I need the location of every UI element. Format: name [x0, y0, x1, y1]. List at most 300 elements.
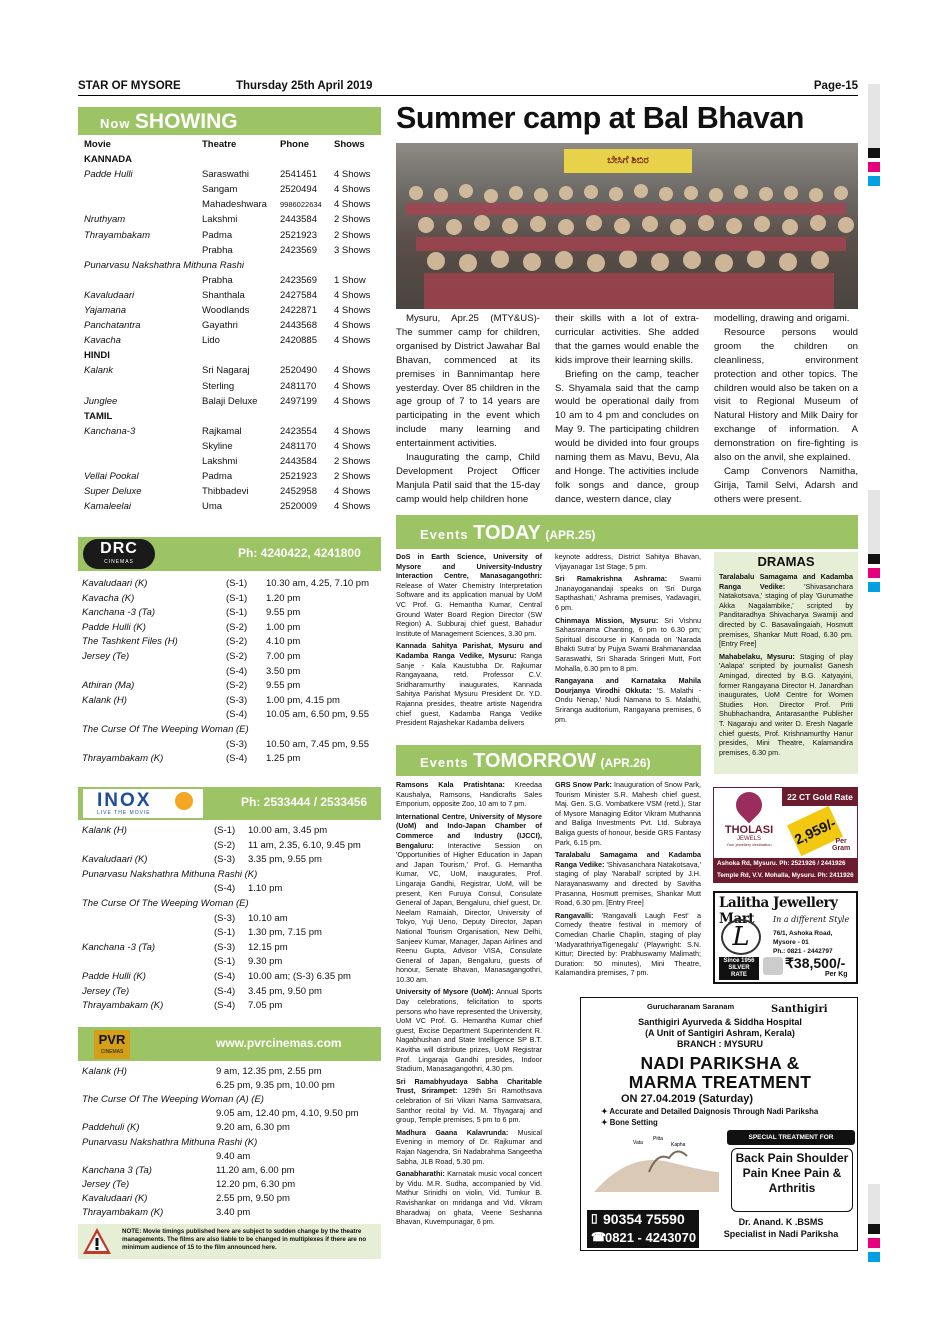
silver-label: SILVER: [728, 965, 750, 971]
event-item: [555, 552, 701, 571]
pvr-note: [78, 1224, 381, 1259]
cell-movie: Nruthyam: [84, 214, 126, 226]
cell-screen: (S-4): [226, 709, 248, 721]
cell-time: 9.30 pm: [248, 956, 283, 968]
event-item: [396, 1169, 542, 1227]
gold-price-tag: 2,959/-: [787, 806, 843, 856]
event-item: [396, 780, 542, 809]
event-details: keynote address, District Sahitya Bhavan, Vijayanagar 1st Stage, 5 pm.: [555, 552, 701, 571]
diagram-label-vata: Vata: [633, 1140, 643, 1146]
silver-price: ₹38,500/-: [785, 955, 846, 971]
cell-time: 2.55 pm, 9.50 pm: [216, 1192, 290, 1204]
silver-icon: [763, 957, 783, 975]
lalitha-address-2: Ph.: 0821 - 2442797: [773, 948, 833, 955]
event-organizer: Taralabalu Samagama and Kadamba Ranga Vedike:: [719, 572, 853, 591]
santhigiri-title-2: MARMA TREATMENT: [628, 1072, 812, 1092]
event-item: [555, 911, 701, 978]
cell-movie: Padde Hulli (K): [82, 971, 146, 982]
event-item: [555, 676, 701, 724]
event-organizer: Chinmaya Mission, Mysuru:: [555, 615, 659, 625]
santhigiri-bullet-1: Accurate and Detailed Daignosis Through Nadi Pariksha: [609, 1107, 819, 1116]
cell-shows: 4 Shows: [334, 440, 371, 452]
santhigiri-brand: Santhigiri: [771, 1004, 828, 1015]
cell-time: 9.55 pm: [266, 607, 301, 619]
cell-screen: (S-2): [226, 651, 248, 662]
tomorrow-date: (APR.26): [600, 756, 651, 770]
cell-shows: 4 Shows: [334, 169, 371, 181]
inox-phone: Ph: 2533444 / 2533456: [241, 795, 368, 809]
cell-time: 1.30 pm, 7.15 pm: [248, 927, 322, 939]
cell-shows: 2 Shows: [334, 471, 371, 483]
cell-phone: 2521923: [280, 229, 317, 241]
cell-time: 10.10 am: [248, 912, 288, 924]
cell-time: 10.30 am, 4.25, 7.10 pm: [266, 578, 369, 589]
cell-time: 9 am, 12.35 pm, 2.55 pm: [216, 1066, 322, 1077]
diagram-label-kapha: Kapha: [671, 1142, 686, 1148]
tholasi-sub: JEWELS: [736, 836, 761, 842]
cell-phone: 2423569: [280, 244, 317, 256]
santhigiri-branch: BRANCH : MYSURU: [677, 1039, 763, 1049]
event-organizer: Kannada Sahitya Parishat, Mysuru and Kadamba Ranga Vedike, Mysuru:: [396, 641, 542, 660]
article-photo: [396, 143, 858, 309]
cell-time: 10.05 am, 6.50 pm, 9.55: [266, 709, 369, 721]
events-tomorrow-header: [396, 745, 701, 776]
inox-header: [78, 787, 381, 820]
cell-screen: (S-3): [214, 941, 236, 953]
special-treatment-label: SPECIAL TREATMENT FOR: [727, 1130, 855, 1145]
event-details: Inauguration of Snow Park, Tourism Minister S.R. Mahesh chief guest, Maj. Gen. S.G. Vombatkere VSM (retd.), Star of Mysore Managing Editor Vikram Muthanna and Baliga Investments Pvt. Ltd. Subraya Baliga guests of honour, beside GRS Fantasy Park, 6.15 pm.: [555, 780, 702, 847]
cell-theatre: Rajkamal: [202, 425, 242, 437]
cell-time: 7.00 pm: [266, 651, 301, 662]
event-item: [396, 987, 542, 1073]
tholasi-jewels-ad[interactable]: [713, 787, 858, 883]
cell-movie: Kavaludaari (K): [82, 578, 148, 589]
cell-theatre: Balaji Deluxe: [202, 395, 258, 407]
cell-phone: 2520009: [280, 501, 317, 513]
cell-movie: Panchatantra: [84, 320, 141, 332]
doctor-name: Dr. Anand. K .BSMS: [738, 1217, 824, 1227]
article-paragraph: Briefing on the camp, teacher S. Shyamala said that the camp would be operational daily from 10 am to 4 pm and concludes on May 9. The participating children would be divided into four groups naming them as Mavu, Bevu, Ala and Honge. The activities include folk songs and dance, group dance, western dance, clay: [555, 368, 699, 505]
cell-time: 3.45 pm, 9.50 pm: [248, 985, 322, 997]
column-header: Phone: [280, 139, 310, 150]
cell-shows: 4 Shows: [334, 486, 371, 498]
event-details: Release of Water Chemistry Interpretation Software and its application manual by UoM VC Prof. G. Hemantha Kumar, Central Ground Water Board Region Director (SW Region) A. Subburaj chief guest, Bahadur Institute of Management Sciences, 3.30 pm.: [396, 580, 542, 638]
cell-phone: 2443568: [280, 320, 317, 332]
language-label: KANNADA: [84, 154, 133, 165]
event-item: [555, 850, 701, 908]
cell-theatre: Lakshmi: [202, 214, 238, 226]
cell-movie: Kanchana-3: [84, 425, 136, 437]
cell-phone: 9986022634: [280, 200, 322, 210]
cell-theatre: Prabha: [202, 244, 233, 256]
doctor-specialty: Specialist in Nadi Pariksha: [723, 1229, 839, 1239]
tholasi-address-2: Temple Rd, V.V. Mohalla, Mysuru. Ph: 2411926: [717, 872, 854, 879]
cell-time: 12.15 pm: [248, 941, 288, 953]
cell-movie: Kamaleelai: [84, 501, 131, 513]
children-group-illustration: [396, 163, 858, 309]
cell-movie: Jersey (Te): [82, 651, 130, 662]
cell-phone: 2427584: [280, 289, 317, 301]
pvr-website[interactable]: www.pvrcinemas.com: [216, 1036, 342, 1050]
article-paragraph: Mysuru, Apr.25 (MTY&US)- The summer camp for children, organised by District Jawahar Bal Bhavan, commenced at its premises in Bannimantap here yesterday. Over 85 children in the age group of 7 to 14 years are participating in the event which include many learning and entertainment activities.: [396, 313, 540, 450]
cell-screen: (S-4): [226, 665, 248, 677]
santhigiri-hospital: [581, 1017, 859, 1050]
cell-time: 4.10 pm: [266, 636, 301, 648]
now-showing-header: [78, 107, 381, 135]
cell-shows: 2 Shows: [334, 456, 371, 467]
tomorrow-label: TOMORROW: [473, 750, 597, 772]
cell-phone: 2423554: [280, 425, 317, 437]
cell-theatre: Mahadeshwara: [202, 199, 267, 211]
event-organizer: Ramsons Kala Pratishtana:: [396, 780, 505, 789]
cell-screen: (S-3): [226, 694, 248, 706]
santhigiri-title-1: NADI PARIKSHA &: [640, 1053, 800, 1073]
tholasi-tagline: Your jewellery destination: [726, 842, 772, 847]
cell-time: 7.05 pm: [248, 1000, 283, 1012]
event-organizer: Rangavalli:: [555, 910, 594, 920]
cell-movie: Kavacha: [84, 335, 121, 347]
cell-time: 1.20 pm: [266, 592, 301, 604]
showing-label: SHOWING: [134, 110, 238, 133]
santhigiri-bullets: ✦ Accurate and Detailed Daignosis Through Nadi Pariksha ✦ Bone Setting: [601, 1107, 819, 1127]
cell-theatre: Sterling: [202, 380, 235, 392]
cell-time: 12.20 pm, 6.30 pm: [216, 1178, 296, 1190]
cell-theatre: Woodlands: [202, 305, 250, 316]
drc-logo-text: DRC: [100, 540, 138, 557]
cell-screen: (S-4): [214, 985, 236, 997]
cell-theatre: Prabha: [202, 274, 233, 286]
pvr-table: [78, 1064, 381, 1224]
cell-theatre: Sri Nagaraj: [202, 365, 250, 377]
diagram-label-pitta: Pitta: [653, 1136, 664, 1142]
cell-theatre: Saraswathi: [202, 169, 249, 181]
cell-screen: (S-1): [214, 956, 236, 968]
cell-movie: Athiran (Ma): [82, 680, 135, 692]
cell-phone: 2541451: [280, 169, 317, 181]
event-item: [396, 812, 542, 985]
lalitha-since-text: Since 1956: [723, 958, 755, 964]
drc-phone: Ph: 4240422, 4241800: [238, 546, 361, 560]
events-today-col-2: [555, 552, 701, 727]
cell-shows: 2 Shows: [334, 214, 371, 226]
santhigiri-bullet-2: Bone Setting: [609, 1118, 658, 1127]
cell-phone: 2420885: [280, 335, 317, 347]
event-details: 'Shivasanchara Natakotsava,' staging of play 'Gurumathe Akka Nagalambike,' scripted by Panditaradhya Shivacharya Swamiji and directed by C. Basavalingaiah, Hosmutt premises, Shankar Mutt Road, 6.30 pm. [Entry Free]: [719, 581, 853, 649]
santhigiri-line-2: (A Unit of Santigiri Ashram, Kerala): [645, 1028, 795, 1038]
cell-movie: The Curse Of The Weeping Woman (E): [82, 724, 249, 735]
event-item: [719, 572, 853, 649]
event-organizer: DoS in Earth Science, University of Mysore and University-Industry Interaction Centre, Manasagangothri:: [396, 552, 542, 581]
event-details: Staging of play 'Aalapa' scripted by journalist Ganesh Amingad, directed by B.G. Katyayini, former Rangayana Director H. Janardhan inaugurates, UoM Centre for Women Studies Hon. Director Prof. Priti Shubhachandra, Antarasanthe Publisher T. Nagaraju and writer D. Eresh Nagarle chief guests, Prof. Krishnamurthy Hanur presides, Mini Theatre, Kalamandira premises, 6.30 pm.: [719, 651, 853, 757]
cell-screen: (S-4): [226, 753, 248, 765]
event-organizer: University of Mysore (UoM):: [396, 987, 494, 997]
gold-unit: [832, 838, 850, 852]
events-tomorrow-col-1: [396, 780, 542, 1230]
cell-time: 3.50 pm: [266, 665, 301, 677]
cell-phone: 2443584: [280, 214, 317, 226]
article-col-2: [555, 312, 699, 507]
santhigiri-phone-2: 0821 - 4243070: [605, 1230, 697, 1245]
cell-phone: 2443584: [280, 456, 317, 467]
cell-theatre: Padma: [202, 229, 233, 241]
article-col-1: [396, 312, 540, 507]
santhigiri-ad[interactable]: [580, 997, 858, 1251]
cell-theatre: Thibbadevi: [202, 486, 249, 498]
tholasi-name: THOLASI: [724, 824, 774, 836]
cell-screen: (S-3): [214, 854, 236, 866]
event-item: [555, 616, 701, 674]
santhigiri-top: Gurucharanam Saranam: [647, 1002, 735, 1011]
event-details: Karnatak music vocal concert by Vidu. M.R. Sudha, accompanied by Vid. Mathur Srinidhi on violin, Vid. Tumkur B. Ravishankar on mridanga and Vid. Vikram Bharadwaj on ghata, Veene Seshanna Bhavan, Kuvempunagar, 6 pm.: [396, 1169, 542, 1227]
event-organizer: Sri Ramakrishna Ashrama:: [555, 574, 668, 584]
gold-unit-gram: Gram: [832, 845, 851, 852]
now-showing-table: [78, 137, 381, 517]
pvr-header: [78, 1027, 381, 1061]
cell-time: 10.00 am, 3.45 pm: [248, 825, 328, 836]
column-header: Shows: [334, 139, 365, 150]
drc-section: [78, 537, 381, 769]
cell-shows: 4 Shows: [334, 184, 371, 196]
lalitha-address-1: 76/1, Ashoka Road, Mysore - 01: [773, 930, 833, 946]
cell-screen: (S-3): [226, 738, 248, 750]
event-organizer: GRS Snow Park:: [555, 780, 612, 789]
cell-movie: Thrayambakam (K): [82, 1000, 164, 1012]
tholasi-address: [714, 858, 857, 882]
cell-shows: 4 Shows: [334, 425, 371, 437]
cell-movie: Yajamana: [84, 305, 127, 316]
cell-movie: Punarvasu Nakshathra Mithuna Rashi (K): [82, 1136, 258, 1148]
cell-shows: 4 Shows: [334, 501, 371, 513]
cell-shows: 4 Shows: [334, 335, 371, 347]
paper-name: STAR OF MYSORE: [78, 80, 181, 92]
cell-shows: 2 Shows: [334, 229, 371, 241]
cell-movie: Jersey (Te): [82, 1178, 130, 1190]
cell-theatre: Sangam: [202, 184, 238, 196]
cell-phone: 2520490: [280, 365, 317, 377]
camp-banner: ಬೇಸಿಗೆ ಶಿಬಿರ: [564, 149, 692, 173]
cell-phone: 2422871: [280, 305, 317, 316]
santhigiri-phone-1: 90354 75590: [603, 1211, 685, 1227]
cell-shows: 4 Shows: [334, 199, 371, 211]
inox-section: [78, 787, 381, 1013]
santhigiri-phones[interactable]: [587, 1210, 699, 1248]
cell-screen: (S-2): [226, 621, 248, 633]
cell-screen: (S-2): [226, 636, 248, 648]
cell-movie: Kanchana -3 (Ta): [82, 607, 156, 619]
cell-time: 1.25 pm: [266, 753, 301, 765]
cell-movie: Kalank (H): [82, 694, 127, 706]
cell-movie: The Curse Of The Weeping Woman (A) (E): [82, 1094, 264, 1106]
cell-shows: 4 Shows: [334, 380, 371, 392]
cell-movie: Kanchana -3 (Ta): [82, 941, 156, 953]
cell-time: 1.00 pm: [266, 621, 301, 633]
cell-screen: (S-1): [214, 825, 236, 836]
lalitha-address: [773, 929, 856, 956]
lalitha-jewellery-ad[interactable]: [713, 891, 858, 984]
cell-screen: (S-4): [214, 883, 236, 895]
santhigiri-date: ON 27.04.2019 (Saturday): [621, 1093, 754, 1105]
drc-table: [78, 576, 381, 771]
inox-logo-text: INOX: [97, 790, 152, 811]
drc-header: [78, 537, 381, 571]
now-label: Now: [100, 116, 131, 131]
event-item: [555, 574, 701, 612]
pain-list: Back Pain Shoulder Pain Knee Pain & Arthritis: [731, 1148, 853, 1212]
cell-movie: Kalank (H): [82, 1066, 127, 1077]
cell-movie: Padde Hulli (K): [82, 621, 146, 633]
language-label: HINDI: [84, 350, 110, 362]
events-label: Events: [420, 755, 469, 770]
santhigiri-title: [581, 1054, 859, 1092]
cell-screen: (S-1): [226, 607, 248, 619]
inox-table: [78, 823, 381, 1018]
event-details: 'S. Malathi - Ondu Nenap,' Nudi Namana to S. Malathi, Sriranga auditorium, Rangayana premises, 6 pm.: [555, 685, 701, 724]
event-details: Musical Evening in memory of Dr. Rajkumar and Rajan Nagendra, Sri Nadabrahma Sangeetha Sabha, JLB Road, 5.30 pm.: [396, 1127, 542, 1166]
event-item: [396, 1128, 542, 1166]
cell-movie: Padde Hulli: [84, 169, 133, 181]
cell-phone: 2481170: [280, 440, 317, 452]
cell-movie: Punarvasu Nakshathra Mithuna Rashi: [84, 259, 245, 271]
event-organizer: Rangayana and Karnataka Mahila Dourjanya Virodhi Okkuta:: [555, 676, 701, 695]
event-details: Swami Jnanayoganandaji speaks on 'Sri Durga Sapthashati,' Ashrama premises, Yadavagiri, 6 pm.: [555, 574, 701, 612]
cell-time: 10.00 am; (S-3) 6.35 pm: [248, 971, 351, 982]
cell-screen: (S-2): [226, 680, 248, 692]
cell-screen: (S-1): [226, 578, 248, 589]
phone-icon: ☎: [591, 1230, 606, 1244]
cell-theatre: Shanthala: [202, 289, 245, 301]
cell-time: 11 am, 2.35, 6.10, 9.45 pm: [248, 839, 361, 851]
santhigiri-doctor: [707, 1216, 855, 1240]
dramas-box: [714, 552, 858, 774]
lalitha-tag: In a different Style: [773, 915, 850, 924]
event-details: Interactive Session on 'Opportunities of Higher Education in Japan and Japan Tourism,' Prof. G. Hemantha Kumar, VC, UoM, inaugurates, Prof. Lingaraja Gandhi, Registrar, UoM, will be present, Ken Furuya Consul, Consulate General of Japan, Bengaluru, chief guest, Dr. Neelam Ramaiah, Director, University of Tokyo, Yuji Ueno, Deputy Director, Japan National Tourism Organisation, New Delhi, Sanjeev Kumar, Manager, Japan Airlines and Reenu Gupta, Advisor VISA, Consulate General of Japan, Bengaluru, guests of honour, Senate Bhavan, Manasagangothri, 10.30 am.: [396, 840, 542, 984]
cell-time: 1.00 pm, 4.15 pm: [266, 694, 340, 706]
cell-movie: Kavaludaari: [84, 289, 135, 301]
drc-logo: [83, 539, 155, 569]
cell-shows: 4 Shows: [334, 289, 371, 301]
event-details: Sri Vishnu Sahasranama Chanting, 6 pm to 6.30 pm; Spiritual discourse in Kannada on 'Narada Bhakti Sutra' by Pujya Swami Brahmanandaa Saraswathi, Sri Sharada Sringeri Mutt, Fort Mohalla, 6.30 pm to 8 pm.: [555, 615, 701, 673]
cell-movie: Kavaludaari (K): [82, 854, 148, 866]
inox-logo: [83, 789, 203, 818]
event-organizer: Mahabelaku, Mysuru:: [719, 651, 795, 661]
event-item: [396, 552, 542, 638]
cell-shows: 4 Shows: [334, 365, 371, 377]
cell-movie: The Tashkent Files (H): [82, 636, 178, 648]
article-paragraph: modelling, drawing and origami.: [714, 313, 850, 324]
cell-time: 6.25 pm, 9.35 pm, 10.00 pm: [216, 1080, 335, 1092]
inox-sun-icon: [175, 792, 193, 810]
gold-rate-title: 22 CT Gold Rate: [782, 788, 858, 806]
lalitha-name: Lalitha Jewellery Mart: [719, 895, 838, 927]
lalitha-logo-icon: L: [721, 919, 761, 955]
cell-shows: 4 Shows: [334, 320, 371, 332]
language-label: TAMIL: [84, 410, 113, 422]
cell-shows: 4 Shows: [334, 305, 371, 316]
cell-theatre: Lakshmi: [202, 456, 238, 467]
cell-time: 3.35 pm, 9.55 pm: [248, 854, 322, 866]
event-details: Ranga Sanje - Kala Kaustubha Dr. Rajkumar Rangayaana, retd. Professor C.V. Sridharamurthy inaugurates, Kannada Sahitya Parishat Mysuru President Dr. Y.D. Rajanna presides, theatre artiste Nagendra chief guest, Kadamba Ranga Vedike President Rajashekar Kadamba delivers: [396, 650, 542, 728]
cell-movie: Kavacha (K): [82, 592, 135, 604]
pvr-section: [78, 1027, 381, 1265]
event-item: [555, 780, 701, 847]
article-col-3: [714, 312, 858, 507]
event-organizer: Ganabharathi:: [396, 1169, 445, 1179]
event-organizer: International Centre, University of Mysore (UoM) and Indo-Japan Chamber of Commerce and Industry (IJCCI), Bengaluru:: [396, 811, 542, 850]
warning-icon: [82, 1227, 112, 1255]
today-date: (APR.25): [545, 528, 596, 542]
events-tomorrow-col-2: [555, 780, 701, 981]
cell-screen: (S-1): [226, 592, 248, 604]
cell-theatre: Uma: [202, 501, 223, 513]
cell-theatre: Padma: [202, 471, 233, 483]
column-header: Theatre: [202, 139, 237, 150]
now-showing-section: [78, 107, 381, 517]
cell-phone: 2423569: [280, 274, 317, 286]
silver-unit: Per Kg: [825, 971, 848, 978]
cell-screen: (S-4): [214, 1000, 236, 1012]
cell-theatre: Gayathri: [202, 320, 238, 332]
event-organizer: Madhura Gaana Kalavrunda:: [396, 1127, 509, 1137]
inox-logo-sub: LIVE THE MOVIE: [97, 810, 151, 816]
drc-logo-sub: CINEMAS: [104, 559, 134, 565]
cell-phone: 2521923: [280, 471, 317, 483]
article-paragraph: Inaugurating the camp, Child Development Project Officer Manjula Patil said that the 15-day camp would help children hone: [396, 452, 540, 505]
cell-movie: Thrayambakam (K): [82, 1207, 164, 1218]
masthead: [78, 80, 858, 96]
peacock-icon: [731, 787, 768, 824]
cell-movie: Paddehuli (K): [82, 1122, 140, 1134]
issue-date: Thursday 25th April 2019: [236, 80, 373, 92]
cell-time: 11.20 am, 6.00 pm: [216, 1164, 295, 1176]
cell-time: 3.40 pm: [216, 1207, 251, 1218]
cell-movie: Kavaludaari (K): [82, 1192, 148, 1204]
article-paragraph: Camp Convenors Namitha, Girija, Tamil Selvi, Adarsh and others were present.: [714, 465, 858, 505]
hand-pulse-illustration: [589, 1132, 725, 1204]
cell-phone: 2452958: [280, 486, 317, 498]
santhigiri-line-1: Santhigiri Ayurveda & Siddha Hospital: [638, 1017, 802, 1027]
cell-movie: Junglee: [84, 395, 118, 407]
column-header: Movie: [84, 139, 111, 150]
cell-shows: 3 Shows: [334, 244, 371, 256]
pvr-logo-sub: CINEMAS: [100, 1049, 124, 1055]
article-headline: Summer camp at Bal Bhavan: [396, 101, 804, 135]
cell-shows: 4 Shows: [334, 395, 371, 407]
lalitha-since: [719, 957, 759, 980]
rate-label: RATE: [731, 972, 747, 978]
cell-theatre: Lido: [202, 335, 220, 347]
event-details: Annual Sports Day celebrations, felicitation to sports persons who have represented the University, UoM VC Prof. G. Hemantha Kumar chief guest, Excise Department Superintendent R. Nagabhushan and State Intelligence SP B.T. Kavitha will distribute prizes, UoM Registrar Prof. Lingaraja Gandhi presides, Indoor Stadium, Manasagangothri, 4.30 pm.: [396, 987, 543, 1074]
cell-movie: Thrayambakam: [84, 229, 150, 241]
mobile-icon: ▯: [591, 1211, 598, 1225]
cell-movie: The Curse Of The Weeping Woman (E): [82, 898, 249, 909]
cell-movie: Thrayambakam (K): [82, 753, 164, 765]
event-organizer: Sri Ramabhyudaya Sabha Charitable Trust, Srirampet:: [396, 1076, 542, 1096]
cell-movie: Punarvasu Nakshathra Mithuna Rashi (K): [82, 868, 258, 880]
cell-movie: Kalank: [84, 365, 114, 377]
gold-unit-per: Per: [835, 838, 847, 845]
cell-phone: 2497199: [280, 395, 317, 407]
pvr-logo-text: PVR: [98, 1032, 126, 1047]
tholasi-logo: [718, 792, 780, 856]
print-color-marks: [868, 84, 880, 1264]
event-details: 129th Sri Ramothsava celebration of Sri Vikari Nama Samvatsara, Santhor recital by Vid. M. Thyagaraj and group, Temple premises, 5 pm to 6 pm.: [396, 1086, 542, 1125]
article-paragraph: their skills with a lot of extra-curricular activities. She added that the games would enable the kids improve their learning skills.: [555, 313, 699, 366]
event-details: 'Shivasanchara Natakotsava,' staging of play 'Naraball' scripted by J.H. Narayanaswamy and directed by Savitha Prasanna, Hosmutt premises, Shankar Mutt Road, 6.30 pm. [Entry Free]: [555, 859, 701, 908]
cell-movie: Jersey (Te): [82, 985, 130, 997]
pvr-note-text: NOTE: Movie timings published here are subject to sudden change by the theatre managements. The films are also liable to be changed in multiplexes if there are no minimum audience of 15 to the film announced here.: [122, 1228, 367, 1251]
events-label: Events: [420, 527, 469, 542]
dramas-list: [714, 572, 858, 757]
